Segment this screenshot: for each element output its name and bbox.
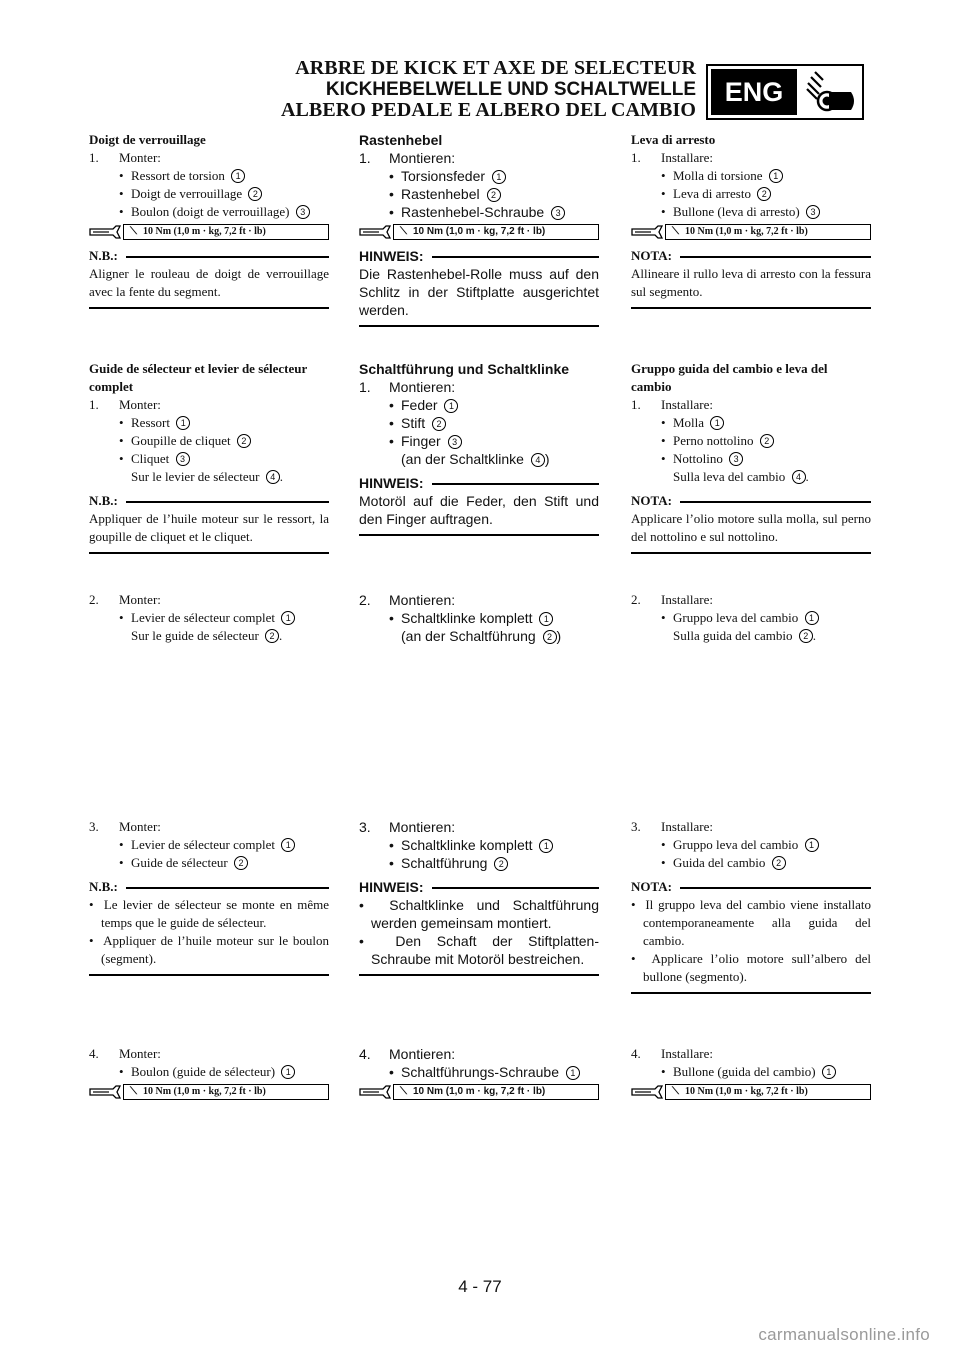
divider <box>359 974 599 976</box>
de-s2-title: Schaltführung und Schaltklinke <box>359 361 570 377</box>
fr-section-2 <box>89 360 329 554</box>
fr-section-1 <box>89 131 329 309</box>
it-s5-b1: • Bullone (guida del cambio) 1 <box>631 1063 871 1081</box>
it-s1-step: 1. Installare: <box>631 150 713 165</box>
it-section-1 <box>631 131 871 309</box>
fr-s2-title: Guide de sélecteur et levier de sélecteur complet <box>89 361 308 394</box>
torque-spec: ⟍ 10 Nm (1,0 m · kg, 7,2 ft · lb) <box>665 1084 871 1100</box>
it-section-4 <box>631 818 871 994</box>
it-s2-note: Applicare l’olio motore sulla molla, sul perno del nottolino e sul nottolino. <box>631 511 871 544</box>
fr-s4-b1: • Levier de sélecteur complet 1 <box>89 836 329 854</box>
de-s2-note: Motoröl auf die Feder, den Stift und den Finger auftragen. <box>359 493 599 527</box>
divider <box>359 534 599 536</box>
de-s1-note: Die Rastenhebel-Rolle muss auf den Schlitz in der Stiftplatte ausgerichtet werden. <box>359 266 599 318</box>
de-s5-torque <box>359 1083 599 1101</box>
fr-s1-step: 1. Monter: <box>89 150 161 165</box>
torque-wrench-icon <box>631 225 665 239</box>
torque-wrench-icon <box>89 1085 123 1099</box>
it-s2-b1: • Molla 1 <box>631 414 871 432</box>
it-s1-b2: • Leva di arresto 2 <box>631 185 871 203</box>
it-s5-step: 4. Installare: <box>631 1046 713 1061</box>
fr-s4-note-2: • Appliquer de l’huile moteur sur le boulon (segment). <box>89 933 329 966</box>
torque-spec: ⟍ 10 Nm (1,0 m · kg, 7,2 ft · lb) <box>123 224 329 240</box>
it-s4-note-1: • Il gruppo leva del cambio viene installato contemporaneamente alla guida del cambio. <box>631 897 871 948</box>
it-s2-title: Gruppo guida del cambio e leva del cambio <box>631 361 828 394</box>
fr-s2-sub: Sur le levier de sélecteur 4 . <box>131 469 283 484</box>
fr-s1-note-header: N.B.: <box>89 247 329 265</box>
it-s2-b3: • Nottolino 3 <box>631 450 871 468</box>
de-s5-step: 4. Montieren: <box>359 1046 456 1062</box>
it-s1-b3: • Bullone (leva di arresto) 3 <box>631 203 871 221</box>
it-s3-step: 2. Installare: <box>631 592 713 607</box>
title-fr: ARBRE DE KICK ET AXE DE SELECTEUR <box>295 57 696 79</box>
tightening-icon: ⟍ <box>130 226 137 237</box>
divider <box>89 307 329 309</box>
de-s4-b2: • Schaltführung 2 <box>359 854 599 872</box>
fr-s3-step: 2. Monter: <box>89 592 161 607</box>
fr-s1-torque <box>89 223 329 241</box>
de-section-2 <box>359 360 599 536</box>
watermark[interactable]: carmanualsonline.info <box>758 1325 930 1344</box>
divider <box>359 325 599 327</box>
de-s1-b2: • Rastenhebel 2 <box>359 185 599 203</box>
callout-1: 1 <box>231 169 245 183</box>
fr-section-4 <box>89 818 329 976</box>
de-s4-note-2: • Den Schaft der Stiftplatten-Schraube mit Motoröl bestreichen. <box>359 933 599 967</box>
de-s2-note-header: HINWEIS: <box>359 474 599 492</box>
torque-spec: ⟍ 10 Nm (1,0 m · kg, 7,2 ft · lb) <box>393 1084 599 1100</box>
de-s5-b1: • Schaltführungs-Schraube 1 <box>359 1063 599 1081</box>
it-s5-torque <box>631 1083 871 1101</box>
fr-s2-b2: • Goupille de cliquet 2 <box>89 432 329 450</box>
callout-2: 2 <box>248 187 262 201</box>
fr-s4-step: 3. Monter: <box>89 819 161 834</box>
fr-s1-b1: • Ressort de torsion 1 <box>89 167 329 185</box>
torque-wrench-icon <box>359 1085 393 1099</box>
fr-s5-b1: • Boulon (guide de sélecteur) 1 <box>89 1063 329 1081</box>
section-header <box>281 58 696 121</box>
it-s4-b1: • Gruppo leva del cambio 1 <box>631 836 871 854</box>
de-s2-step: 1. Montieren: <box>359 379 456 395</box>
it-s1-torque <box>631 223 871 241</box>
fr-s1-b3: • Boulon (doigt de verrouillage) 3 <box>89 203 329 221</box>
it-s3-b1: • Gruppo leva del cambio 1 <box>631 609 871 627</box>
de-s2-b2: • Stift 2 <box>359 414 599 432</box>
fr-s2-b3: • Cliquet 3 <box>89 450 329 468</box>
fr-s3-b1: • Levier de sélecteur complet 1 <box>89 609 329 627</box>
de-s2-b1: • Feder 1 <box>359 396 599 414</box>
de-s2-sub: (an der Schaltklinke 4 ) <box>401 451 550 467</box>
de-s1-b3: • Rastenhebel-Schraube 3 <box>359 203 599 221</box>
tightening-icon: ⟍ <box>130 1086 137 1097</box>
fr-s1-title: Doigt de verrouillage <box>89 132 206 147</box>
fr-s4-note-1: • Le levier de sélecteur se monte en même temps que le guide de sélecteur. <box>89 897 330 930</box>
it-section-2 <box>631 360 871 554</box>
engine-icon <box>800 66 862 118</box>
it-s1-note-header: NOTA: <box>631 247 871 265</box>
tightening-icon: ⟍ <box>400 1086 407 1097</box>
de-s3-step: 2. Montieren: <box>359 592 456 608</box>
tightening-icon: ⟍ <box>672 1086 679 1097</box>
fr-section-3 <box>89 591 329 645</box>
divider <box>89 974 329 976</box>
fr-s2-step: 1. Monter: <box>89 397 161 412</box>
it-s4-note-header: NOTA: <box>631 878 871 896</box>
it-s1-b1: • Molla di torsione 1 <box>631 167 871 185</box>
de-section-1 <box>359 131 599 327</box>
fr-s4-b2: • Guide de sélecteur 2 <box>89 854 329 872</box>
fr-s5-step: 4. Monter: <box>89 1046 161 1061</box>
de-section-5 <box>359 1045 599 1101</box>
de-s4-b1: • Schaltklinke komplett 1 <box>359 836 599 854</box>
it-s3-sub: Sulla guida del cambio 2 . <box>673 628 817 643</box>
de-section-4 <box>359 818 599 976</box>
de-s1-title: Rastenhebel <box>359 132 443 148</box>
it-s4-b2: • Guida del cambio 2 <box>631 854 871 872</box>
it-s2-sub: Sulla leva del cambio 4 . <box>673 469 809 484</box>
de-s2-b3: • Finger 3 <box>359 432 599 450</box>
de-s4-note-1: • Schaltklinke und Schaltführung werden gemeinsam montiert. <box>359 897 600 931</box>
fr-s2-note: Appliquer de l’huile moteur sur le ressort, la goupille de cliquet et le cliquet. <box>89 511 329 544</box>
title-de: KICKHEBELWELLE UND SCHALTWELLE <box>325 79 696 100</box>
torque-spec: ⟍ 10 Nm (1,0 m · kg, 7,2 ft · lb) <box>123 1084 329 1100</box>
de-s1-b1: • Torsionsfeder 1 <box>359 167 599 185</box>
it-s2-note-header: NOTA: <box>631 492 871 510</box>
fr-s3-sub: Sur le guide de sélecteur 2 . <box>131 628 283 643</box>
de-s3-sub: (an der Schaltführung 2 ) <box>401 628 562 644</box>
tightening-icon: ⟍ <box>672 226 679 237</box>
fr-s2-b1: • Ressort 1 <box>89 414 329 432</box>
torque-spec: ⟍ 10 Nm (1,0 m · kg, 7,2 ft · lb) <box>665 224 871 240</box>
it-s1-note: Allineare il rullo leva di arresto con la fessura sul segmento. <box>631 266 871 299</box>
fr-s2-note-header: N.B.: <box>89 492 329 510</box>
fr-s1-b2: • Doigt de verrouillage 2 <box>89 185 329 203</box>
fr-s4-note-header: N.B.: <box>89 878 329 896</box>
torque-spec: ⟍ 10 Nm (1,0 m · kg, 7,2 ft · lb) <box>393 224 599 240</box>
it-s2-b2: • Perno nottolino 2 <box>631 432 871 450</box>
it-s2-step: 1. Installare: <box>631 397 713 412</box>
fr-s1-note: Aligner le rouleau de doigt de verrouillage avec la fente du segment. <box>89 266 329 299</box>
torque-wrench-icon <box>89 225 123 239</box>
de-section-3 <box>359 591 599 645</box>
de-s1-torque <box>359 223 599 241</box>
torque-wrench-icon <box>631 1085 665 1099</box>
it-section-5 <box>631 1045 871 1101</box>
de-s1-note-header: HINWEIS: <box>359 247 599 265</box>
engine-badge <box>706 64 864 120</box>
de-s4-step: 3. Montieren: <box>359 819 456 835</box>
fr-section-5 <box>89 1045 329 1101</box>
divider <box>631 992 871 994</box>
divider <box>631 552 871 554</box>
de-s1-step: 1. Montieren: <box>359 150 456 166</box>
de-s4-note-header: HINWEIS: <box>359 878 599 896</box>
it-s4-note-2: • Applicare l’olio motore sull’albero del bullone (segmento). <box>631 951 871 984</box>
it-section-3 <box>631 591 871 645</box>
callout-3: 3 <box>296 205 310 219</box>
torque-wrench-icon <box>359 225 393 239</box>
eng-label: ENG <box>711 69 797 115</box>
divider <box>89 552 329 554</box>
title-it: ALBERO PEDALE E ALBERO DEL CAMBIO <box>280 99 696 121</box>
page-number: 4 - 77 <box>458 1277 502 1296</box>
de-s3-b1: • Schaltklinke komplett 1 <box>359 609 599 627</box>
divider <box>631 307 871 309</box>
it-s4-step: 3. Installare: <box>631 819 713 834</box>
tightening-icon: ⟍ <box>400 226 407 237</box>
it-s1-title: Leva di arresto <box>631 132 716 147</box>
fr-s5-torque <box>89 1083 329 1101</box>
